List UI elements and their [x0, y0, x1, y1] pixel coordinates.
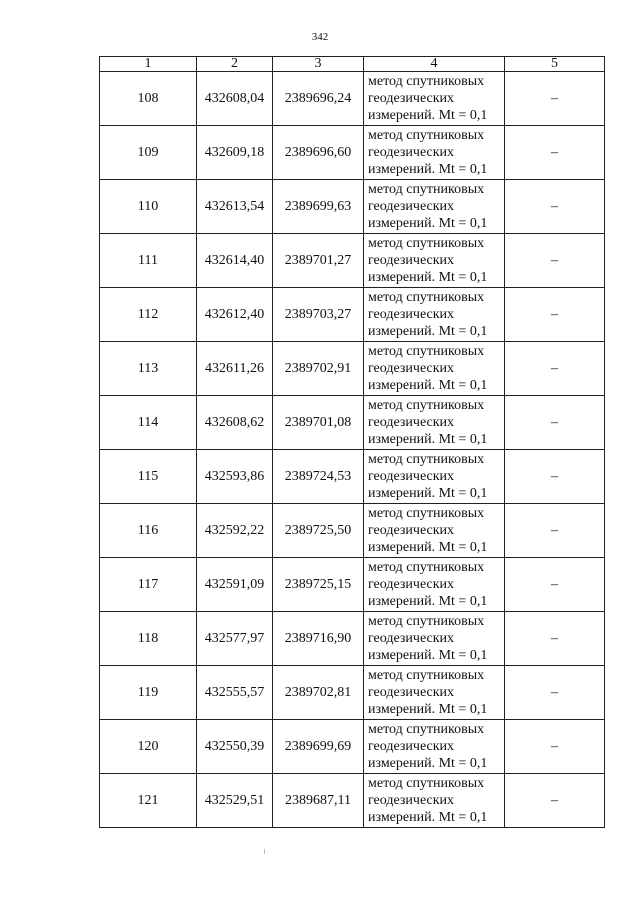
y-coordinate-cell: 2389696,24	[273, 72, 364, 126]
coordinates-table	[99, 56, 605, 828]
method-cell	[364, 666, 505, 720]
method-text-line: геодезических	[368, 793, 455, 808]
note-cell: –	[505, 558, 605, 612]
method-text-line: метод спутниковых	[368, 722, 485, 737]
method-text-line: измерений. Mt = 0,1	[368, 540, 488, 555]
point-number-cell: 110	[100, 180, 197, 234]
x-coordinate-cell: 432609,18	[197, 126, 273, 180]
note-cell: –	[505, 72, 605, 126]
point-number-cell: 112	[100, 288, 197, 342]
method-text-line: метод спутниковых	[368, 506, 485, 521]
method-text-line: метод спутниковых	[368, 452, 485, 467]
table-row	[100, 720, 605, 774]
table-row	[100, 450, 605, 504]
method-text-line: измерений. Mt = 0,1	[368, 702, 488, 717]
method-text-line: геодезических	[368, 253, 455, 268]
method-text-line: геодезических	[368, 469, 455, 484]
method-text-line: геодезических	[368, 523, 455, 538]
y-coordinate-cell: 2389687,11	[273, 774, 364, 828]
method-text-line: геодезических	[368, 739, 455, 754]
y-coordinate-cell: 2389702,91	[273, 342, 364, 396]
point-number-cell: 109	[100, 126, 197, 180]
point-number-cell: 120	[100, 720, 197, 774]
table-row	[100, 342, 605, 396]
method-text-line: измерений. Mt = 0,1	[368, 810, 488, 825]
point-number-cell: 118	[100, 612, 197, 666]
point-number-cell: 115	[100, 450, 197, 504]
method-cell	[364, 720, 505, 774]
method-text-line: измерений. Mt = 0,1	[368, 648, 488, 663]
method-text-line: геодезических	[368, 631, 455, 646]
y-coordinate-cell: 2389716,90	[273, 612, 364, 666]
y-coordinate-cell: 2389699,69	[273, 720, 364, 774]
method-text-line: геодезических	[368, 199, 455, 214]
method-cell	[364, 396, 505, 450]
method-text-line: метод спутниковых	[368, 776, 485, 791]
method-text-line: метод спутниковых	[368, 668, 485, 683]
method-cell	[364, 72, 505, 126]
point-number-cell: 117	[100, 558, 197, 612]
note-cell: –	[505, 396, 605, 450]
table-row	[100, 504, 605, 558]
x-coordinate-cell: 432613,54	[197, 180, 273, 234]
note-cell: –	[505, 450, 605, 504]
point-number-cell: 121	[100, 774, 197, 828]
page-number: 342	[311, 31, 329, 43]
method-text-line: метод спутниковых	[368, 614, 485, 629]
x-coordinate-cell: 432608,04	[197, 72, 273, 126]
method-text-line: измерений. Mt = 0,1	[368, 270, 488, 285]
method-text-line: измерений. Mt = 0,1	[368, 378, 488, 393]
note-cell: –	[505, 612, 605, 666]
point-number-cell: 108	[100, 72, 197, 126]
column-header-1: 1	[100, 57, 197, 72]
y-coordinate-cell: 2389696,60	[273, 126, 364, 180]
y-coordinate-cell: 2389703,27	[273, 288, 364, 342]
method-text-line: метод спутниковых	[368, 398, 485, 413]
method-cell	[364, 342, 505, 396]
method-text-line: измерений. Mt = 0,1	[368, 594, 488, 609]
method-text-line: метод спутниковых	[368, 560, 485, 575]
x-coordinate-cell: 432577,97	[197, 612, 273, 666]
y-coordinate-cell: 2389725,50	[273, 504, 364, 558]
y-coordinate-cell: 2389701,08	[273, 396, 364, 450]
method-text-line: метод спутниковых	[368, 74, 485, 89]
method-cell	[364, 234, 505, 288]
y-coordinate-cell: 2389699,63	[273, 180, 364, 234]
method-cell	[364, 504, 505, 558]
y-coordinate-cell: 2389702,81	[273, 666, 364, 720]
x-coordinate-cell: 432555,57	[197, 666, 273, 720]
table-row	[100, 126, 605, 180]
x-coordinate-cell: 432593,86	[197, 450, 273, 504]
note-cell: –	[505, 720, 605, 774]
note-cell: –	[505, 666, 605, 720]
header-row	[100, 57, 605, 72]
column-header-5: 5	[505, 57, 605, 72]
method-cell	[364, 180, 505, 234]
point-number-cell: 111	[100, 234, 197, 288]
method-text-line: метод спутниковых	[368, 128, 485, 143]
y-coordinate-cell: 2389725,15	[273, 558, 364, 612]
method-cell	[364, 288, 505, 342]
method-cell	[364, 558, 505, 612]
note-cell: –	[505, 288, 605, 342]
method-text-line: геодезических	[368, 91, 455, 106]
method-text-line: измерений. Mt = 0,1	[368, 486, 488, 501]
method-text-line: геодезических	[368, 685, 455, 700]
method-text-line: геодезических	[368, 577, 455, 592]
method-cell	[364, 450, 505, 504]
method-text-line: геодезических	[368, 307, 455, 322]
column-header-4: 4	[364, 57, 505, 72]
point-number-cell: 116	[100, 504, 197, 558]
x-coordinate-cell: 432612,40	[197, 288, 273, 342]
method-text-line: измерений. Mt = 0,1	[368, 756, 488, 771]
table-row	[100, 558, 605, 612]
x-coordinate-cell: 432550,39	[197, 720, 273, 774]
method-text-line: геодезических	[368, 145, 455, 160]
method-text-line: метод спутниковых	[368, 344, 485, 359]
note-cell: –	[505, 504, 605, 558]
column-header-2: 2	[197, 57, 273, 72]
method-text-line: метод спутниковых	[368, 290, 485, 305]
method-text-line: измерений. Mt = 0,1	[368, 216, 488, 231]
method-text-line: измерений. Mt = 0,1	[368, 108, 488, 123]
table-row	[100, 396, 605, 450]
method-cell	[364, 774, 505, 828]
y-coordinate-cell: 2389701,27	[273, 234, 364, 288]
note-cell: –	[505, 774, 605, 828]
table-row	[100, 288, 605, 342]
scan-mark	[264, 849, 265, 854]
method-text-line: геодезических	[368, 415, 455, 430]
table-row	[100, 612, 605, 666]
method-text-line: измерений. Mt = 0,1	[368, 162, 488, 177]
method-text-line: метод спутниковых	[368, 182, 485, 197]
note-cell: –	[505, 180, 605, 234]
method-text-line: метод спутниковых	[368, 236, 485, 251]
note-cell: –	[505, 342, 605, 396]
x-coordinate-cell: 432608,62	[197, 396, 273, 450]
point-number-cell: 114	[100, 396, 197, 450]
note-cell: –	[505, 126, 605, 180]
method-cell	[364, 126, 505, 180]
column-header-3: 3	[273, 57, 364, 72]
point-number-cell: 113	[100, 342, 197, 396]
x-coordinate-cell: 432529,51	[197, 774, 273, 828]
method-text-line: измерений. Mt = 0,1	[368, 432, 488, 447]
table-row	[100, 666, 605, 720]
y-coordinate-cell: 2389724,53	[273, 450, 364, 504]
method-text-line: геодезических	[368, 361, 455, 376]
x-coordinate-cell: 432614,40	[197, 234, 273, 288]
x-coordinate-cell: 432592,22	[197, 504, 273, 558]
note-cell: –	[505, 234, 605, 288]
method-cell	[364, 612, 505, 666]
table-row	[100, 72, 605, 126]
point-number-cell: 119	[100, 666, 197, 720]
table-row	[100, 234, 605, 288]
table-row	[100, 180, 605, 234]
x-coordinate-cell: 432611,26	[197, 342, 273, 396]
x-coordinate-cell: 432591,09	[197, 558, 273, 612]
table-row	[100, 774, 605, 828]
method-text-line: измерений. Mt = 0,1	[368, 324, 488, 339]
